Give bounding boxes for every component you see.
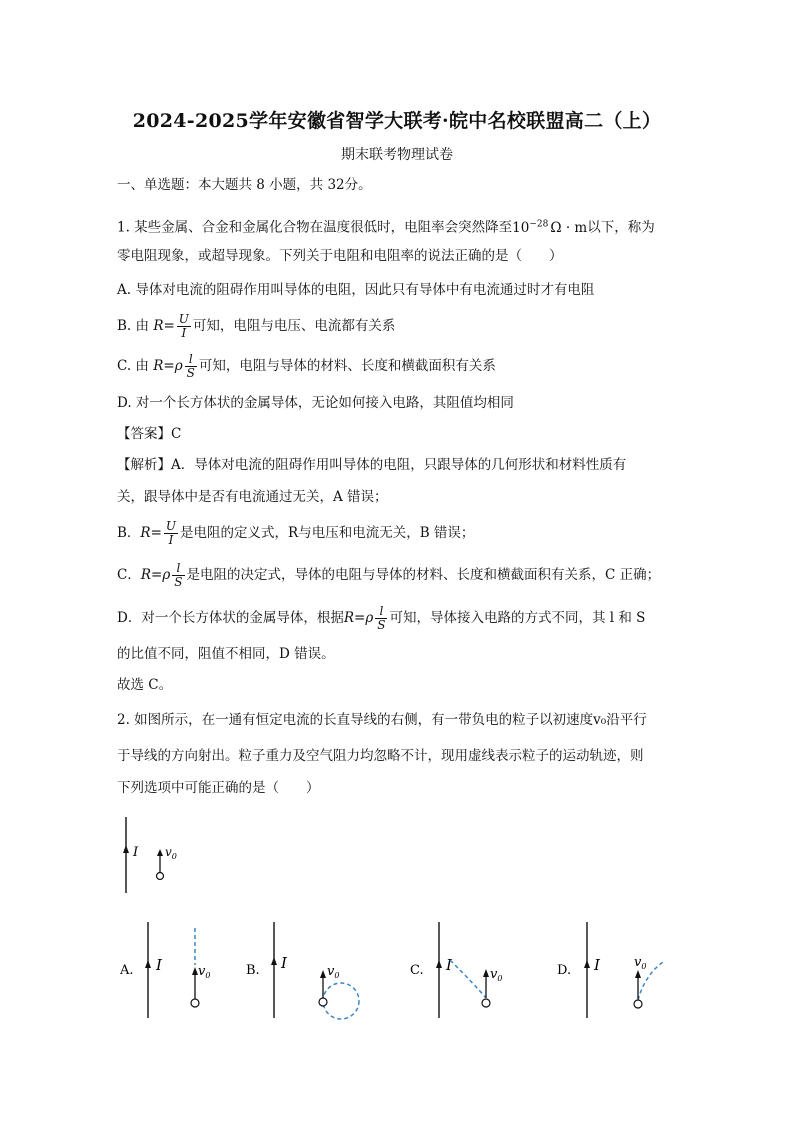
particle-circle — [157, 873, 164, 880]
section-heading: 一、单选题：本大题共 8 小题，共 32分。 — [117, 177, 372, 193]
svg-text:D.: D. — [557, 963, 572, 978]
q1-analysis-d: D．对一个长方体状的金属导体，根据R=ρ $\frac{l}{S}$ 可知，导体接入电路的方式不同，其 l 和 S — [117, 604, 646, 632]
main-figure — [123, 817, 177, 893]
q1-stem-line2: 零电阻现象，或超导现象。下列关于电阻和电阻率的说法正确的是（ ） — [117, 248, 563, 264]
svg-text:v0: $v_0$ — [634, 955, 647, 971]
svg-text:C.: C. — [410, 963, 424, 978]
q1-option-c: C. 由 R=ρ $\frac{l}{S}$ 可知，电阻与导体的材料、长度和横截面积有关系 — [117, 352, 496, 380]
trajectory-circle — [323, 983, 359, 1019]
svg-text:v0: $v_0$ — [490, 967, 503, 983]
q1-conclusion: 故选 C。 — [117, 677, 173, 693]
svg-text:B.: B. — [246, 963, 260, 978]
current-arrow — [123, 845, 129, 853]
svg-text:A.: A. — [120, 963, 134, 978]
fraction-u-over-i: $\frac{U}{I}$ — [178, 312, 189, 340]
fraction-l-over-s: $\frac{l}{S}$ — [186, 352, 195, 380]
trajectory-curve — [450, 960, 486, 998]
svg-text:I: I — [156, 956, 162, 974]
figure-option-c — [410, 922, 502, 1018]
q1-option-d: D. 对一个长方体状的金属导体，无论如何接入电路，其阻值均相同 — [117, 395, 514, 411]
q1-stem-text: 1. 某些金属、合金和金属化合物在温度很低时，电阻率会突然降至 — [117, 219, 513, 236]
q1-option-b: B. 由 R= $\frac{U}{I}$ 可知，电阻与电压、电流都有关系 — [117, 312, 396, 340]
page-title: 2024-2025学年安徽省智学大联考·皖中名校联盟高二（上） — [132, 110, 662, 132]
q1-option-a: A. 导体对电流的阻碍作用叫导体的电阻，因此只有导体中有电流通过时才有电阻 — [117, 282, 595, 298]
q1-analysis-line1: 【解析】A．导体对电流的阻碍作用叫导体的电阻，只跟导体的几何形状和材料性质有 — [117, 457, 627, 473]
q1-analysis-line2: 关，跟导体中是否有电流通过无关，A 错误； — [117, 489, 388, 505]
q2-stem-line2: 于导线的方向射出。粒子重力及空气阻力均忽略不计，现用虚线表示粒子的运动轨迹，则 — [117, 748, 644, 764]
q1-analysis-c: C．R=ρ $\frac{l}{S}$ 是电阻的决定式，导体的电阻与导体的材料、长度和横截面积有关系，C 正确； — [117, 561, 661, 589]
figure-option-b — [246, 922, 359, 1019]
figure-option-a — [119, 922, 210, 1018]
q1-stem-text-end: 以下，称为 — [587, 219, 655, 236]
q1-answer: 【答案】C — [117, 426, 182, 442]
svg-text:I: I — [281, 954, 287, 972]
page-subtitle: 期末联考物理试卷 — [341, 147, 453, 163]
svg-text:v0: $v_0$ — [198, 964, 211, 980]
figure-option-d — [557, 922, 663, 1018]
q2-stem-line3: 下列选项中可能正确的是（ ） — [117, 780, 320, 796]
velocity-label: $v_0$ — [165, 845, 177, 861]
svg-text:I: I — [446, 956, 452, 974]
q1-resistivity-value: $10^{-28}$ Ω · m — [512, 219, 588, 236]
current-label: I — [133, 845, 139, 860]
q1-analysis-b: B．R= $\frac{U}{I}$ 是电阻的定义式，R与电压和电流无关，B 错误； — [117, 519, 475, 547]
svg-text:v0: $v_0$ — [327, 964, 340, 980]
q1-analysis-line-end: 的比值不同，阻值不相同，D 错误。 — [117, 646, 335, 662]
svg-text:I: I — [594, 956, 600, 974]
q2-stem-line1: 2. 如图所示，在一通有恒定电流的长直导线的右侧，有一带负电的粒子以初速度v₀沿平行 — [117, 712, 647, 728]
formula-r: R — [153, 318, 164, 334]
